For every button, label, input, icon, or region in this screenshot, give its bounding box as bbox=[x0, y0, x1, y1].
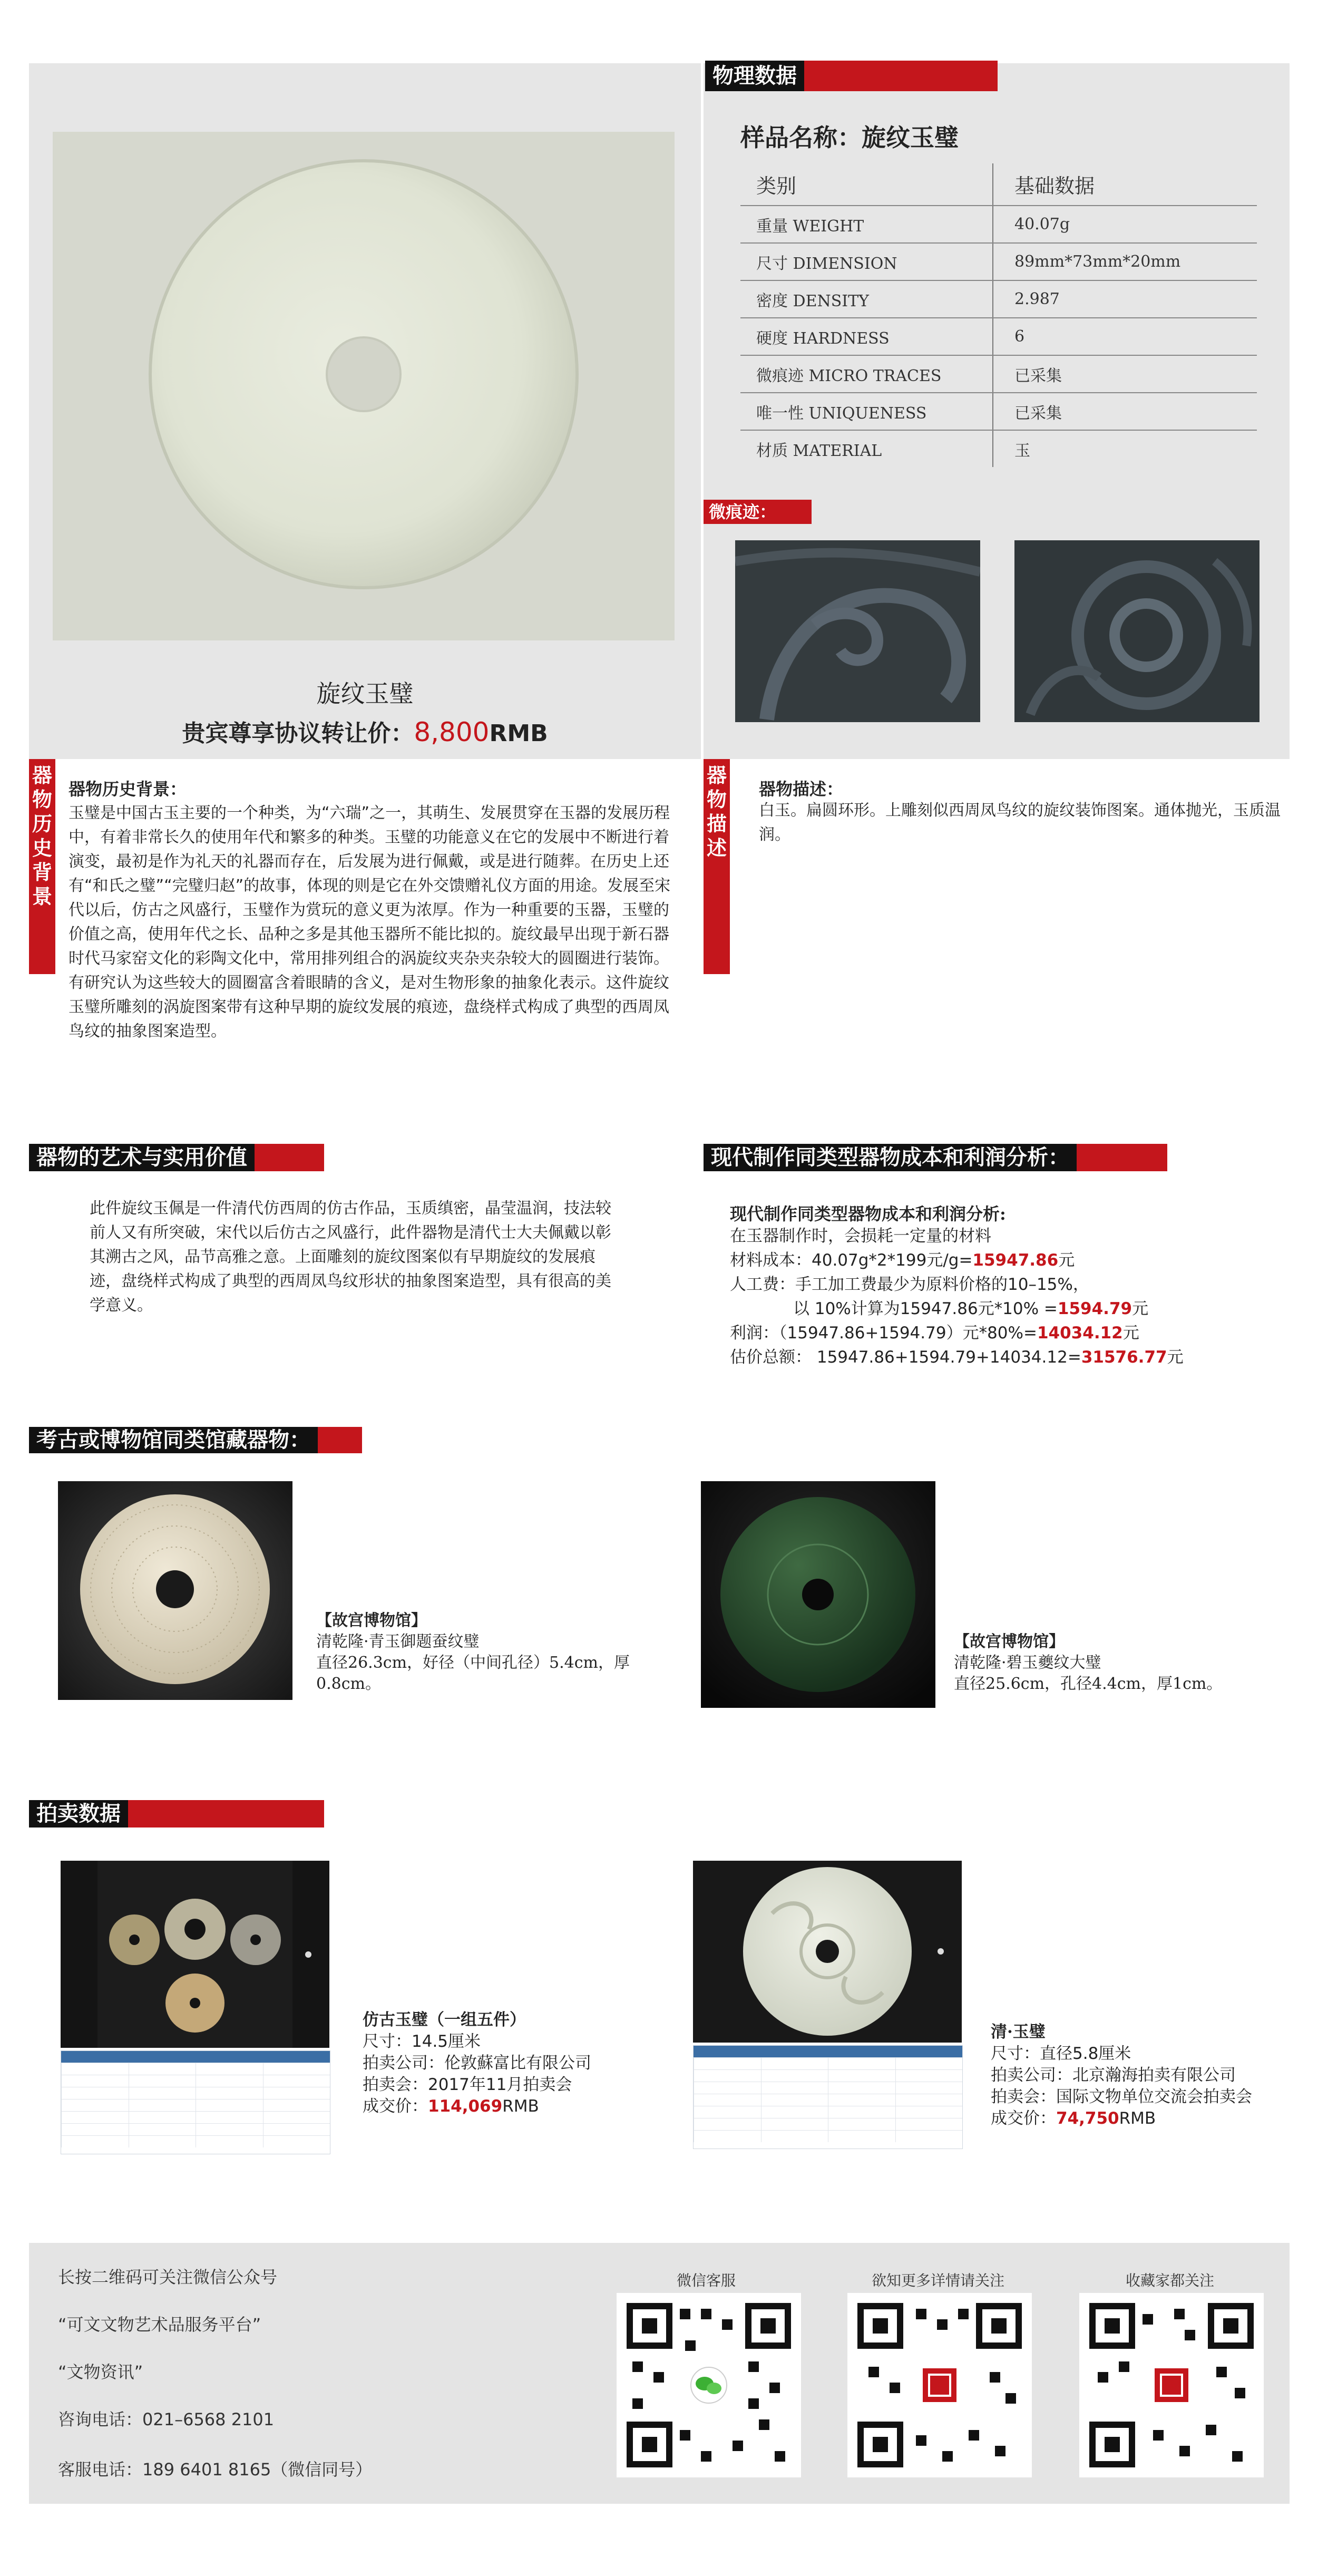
record-row bbox=[61, 2099, 330, 2111]
museum-item-spec: 直径25.6cm，孔径4.4cm，厚1cm。 bbox=[954, 1675, 1223, 1693]
record-row bbox=[61, 2111, 330, 2123]
cost-line-total bbox=[730, 1345, 1184, 1369]
cost-unit: 元 bbox=[1132, 1299, 1149, 1318]
physical-row-value: 2.987 bbox=[993, 280, 1257, 318]
footer-line: “文物资讯” bbox=[58, 2362, 143, 2382]
auction-screenshot-2 bbox=[693, 1861, 962, 2043]
art-tag: 器物的艺术与实用价值 bbox=[29, 1144, 255, 1171]
hero-price-prefix: 贵宾尊享协议转让价： bbox=[182, 720, 414, 747]
cost-profit-label: 利润：（15947.86+1594.79）元*80%= bbox=[730, 1324, 1037, 1343]
physical-row-value: 已采集 bbox=[993, 393, 1257, 430]
hero-jade-photo bbox=[53, 132, 675, 640]
physical-row-label: 密度 DENSITY bbox=[740, 280, 993, 318]
footer-phone: 咨询电话：021–6568 2101 bbox=[58, 2409, 275, 2429]
museum-item-name: 清乾隆·碧玉夔纹大璧 bbox=[954, 1654, 1101, 1672]
qr-label: 欲知更多详情请关注 bbox=[871, 2272, 1004, 2289]
cost-line-material bbox=[730, 1248, 1184, 1272]
physical-row-value: 6 bbox=[993, 318, 1257, 355]
auction-price-value: 114,069 bbox=[428, 2097, 503, 2116]
cost-line-labor: 人工费：手工加工费最少为原料价格的10–15%， bbox=[730, 1275, 1089, 1294]
micro-trace-photo-1 bbox=[735, 540, 980, 722]
hero-item-name: 旋纹玉璧 bbox=[316, 679, 414, 708]
cost-unit: 元 bbox=[1167, 1348, 1184, 1367]
record-header bbox=[694, 2046, 962, 2057]
museum-tag: 考古或博物馆同类馆藏器物： bbox=[29, 1427, 318, 1453]
cost-tag: 现代制作同类型器物成本和利润分析： bbox=[704, 1144, 1077, 1171]
cost-material-value: 15947.86 bbox=[972, 1251, 1059, 1270]
auction-price-value: 74,750 bbox=[1056, 2109, 1119, 2128]
museum-photo-2 bbox=[701, 1481, 935, 1708]
record-row bbox=[694, 2057, 962, 2069]
hero-price-unit: RMB bbox=[489, 720, 548, 747]
auction-item-1 bbox=[363, 2009, 591, 2117]
museum-org: 【故宫博物馆】 bbox=[954, 1632, 1065, 1651]
record-row bbox=[694, 2106, 962, 2118]
footer-line: “可文文物艺术品服务平台” bbox=[58, 2315, 261, 2335]
physical-row-label: 尺寸 DIMENSION bbox=[740, 243, 993, 280]
micro-trace-photo-2 bbox=[1014, 540, 1260, 722]
auction-item-company: 拍卖公司：伦敦蘇富比有限公司 bbox=[363, 2054, 591, 2073]
auction-record-table-1 bbox=[61, 2050, 330, 2154]
auction-price-label: 成交价： bbox=[991, 2109, 1056, 2128]
physical-row-value: 89mm*73mm*20mm bbox=[993, 243, 1257, 280]
physical-row-value: 玉 bbox=[993, 430, 1257, 467]
museum-item-name: 清乾隆·青玉御题蚕纹璧 bbox=[316, 1632, 480, 1651]
sample-name: 样品名称：旋纹玉璧 bbox=[740, 123, 959, 152]
art-body: 此件旋纹玉佩是一件清代仿西周的仿古作品，玉质缜密，晶莹温润，技法较前人又有所突破，宋代以后仿古之风盛行，此件器物是清代士大夫佩戴以彰其溯古之风，品节高雅之意。上面雕刻的旋纹图案似有早期旋纹的发展痕迹，盘绕样式构成了典型的西周凤鸟纹形状的抽象图案造型，具有很高的美学意义。 bbox=[90, 1199, 611, 1315]
record-row bbox=[694, 2069, 962, 2082]
cost-line-loss: 在玉器制作时，会损耗一定量的材料 bbox=[730, 1227, 991, 1246]
qr-label: 收藏家都关注 bbox=[1125, 2272, 1214, 2289]
cost-unit: 元 bbox=[1122, 1324, 1139, 1343]
auction-item-session: 拍卖会：2017年11月拍卖会 bbox=[363, 2075, 572, 2094]
physical-tag: 物理数据 bbox=[705, 61, 804, 91]
physical-header-category: 类别 bbox=[740, 163, 993, 206]
auction-item-size: 尺寸：14.5厘米 bbox=[363, 2032, 481, 2051]
description-body: 白玉。扁圆环形。上雕刻似西周凤鸟纹的旋纹装饰图案。通体抛光，玉质温润。 bbox=[759, 801, 1281, 844]
footer-service-phone: 客服电话：189 6401 8165（微信同号） bbox=[58, 2460, 373, 2480]
auction-price-label: 成交价： bbox=[363, 2097, 428, 2116]
museum-item-spec: 直径26.3cm，好径（中间孔径）5.4cm，厚0.8cm。 bbox=[316, 1654, 630, 1693]
cost-title: 现代制作同类型器物成本和利润分析: bbox=[730, 1204, 1006, 1224]
cost-labor-value: 1594.79 bbox=[1057, 1299, 1132, 1318]
auction-item-session: 拍卖会：国际文物单位交流会拍卖会 bbox=[991, 2087, 1252, 2106]
description-title: 器物描述： bbox=[759, 779, 844, 799]
cost-total-value: 31576.77 bbox=[1081, 1348, 1167, 1367]
auction-item-price bbox=[363, 2096, 591, 2117]
auction-item-title: 清·玉璧 bbox=[991, 2023, 1046, 2042]
qr-code-more-info[interactable] bbox=[847, 2293, 1032, 2477]
physical-row-label: 硬度 HARDNESS bbox=[740, 318, 993, 355]
hero-price-value: 8,800 bbox=[414, 717, 490, 747]
hero-price bbox=[29, 714, 701, 748]
auction-item-2 bbox=[991, 2021, 1252, 2130]
cost-labor-label: 以 10%计算为15947.86元*10% = bbox=[793, 1299, 1058, 1318]
record-row bbox=[694, 2130, 962, 2142]
museum-item-2 bbox=[954, 1631, 1291, 1695]
cost-line-profit bbox=[730, 1321, 1184, 1345]
museum-photo-1 bbox=[58, 1481, 292, 1700]
physical-header-data: 基础数据 bbox=[993, 163, 1257, 206]
auction-tag: 拍卖数据 bbox=[29, 1800, 128, 1827]
physical-row-label: 重量 WEIGHT bbox=[740, 206, 993, 243]
auction-item-company: 拍卖公司：北京瀚海拍卖有限公司 bbox=[991, 2066, 1236, 2085]
auction-price-unit: RMB bbox=[502, 2097, 539, 2116]
footer-line: 长按二维码可关注微信公众号 bbox=[58, 2267, 278, 2287]
qr-code-wechat-service[interactable] bbox=[617, 2293, 801, 2477]
cost-total-label: 估价总额： 15947.86+1594.79+14034.12= bbox=[730, 1348, 1081, 1367]
record-row bbox=[694, 2118, 962, 2130]
physical-table bbox=[740, 163, 1257, 467]
auction-screenshot-1 bbox=[61, 1861, 329, 2048]
physical-row-label: 微痕迹 MICRO TRACES bbox=[740, 355, 993, 393]
physical-row-value: 40.07g bbox=[993, 206, 1257, 243]
cost-material-label: 材料成本：40.07g*2*199元/g= bbox=[730, 1251, 973, 1270]
record-row bbox=[694, 2082, 962, 2094]
cost-line-labor-calc bbox=[730, 1297, 1184, 1321]
auction-item-size: 尺寸：直径5.8厘米 bbox=[991, 2044, 1131, 2063]
micro-tag: 微痕迹： bbox=[709, 502, 777, 522]
cost-unit: 元 bbox=[1058, 1251, 1075, 1270]
auction-item-price bbox=[991, 2108, 1252, 2130]
museum-org: 【故宫博物馆】 bbox=[316, 1611, 427, 1630]
physical-row-value: 已采集 bbox=[993, 355, 1257, 393]
qr-code-collectors[interactable] bbox=[1079, 2293, 1264, 2477]
physical-row-label: 唯一性 UNIQUENESS bbox=[740, 393, 993, 430]
record-header bbox=[61, 2051, 330, 2063]
cost-lines bbox=[730, 1224, 1184, 1369]
auction-item-title: 仿古玉璧（一组五件） bbox=[363, 2010, 526, 2029]
record-row bbox=[61, 2135, 330, 2147]
record-row bbox=[61, 2123, 330, 2135]
auction-price-unit: RMB bbox=[1119, 2109, 1156, 2128]
auction-record-table-2 bbox=[693, 2045, 963, 2149]
history-side-label: 器物历史背景 bbox=[29, 759, 55, 974]
museum-item-1 bbox=[316, 1610, 653, 1695]
history-body: 玉璧是中国古玉主要的一个种类，为“六瑞”之一，其萌生、发展贯穿在玉器的发展历程中，有着非常长久的使用年代和繁多的种类。玉璧的功能意义在它的发展中不断进行着演变，最初是作为礼天的礼器而存在，后发展为进行佩戴，或是进行随葬。在历史上还有“和氏之璧”“完璧归赵”的故事，体现的则是它在外交馈赠礼仪方面的用途。发展至宋代以后，仿古之风盛行，玉璧作为赏玩的意义更为浓厚。作为一种重要的玉器，玉璧的价值之高，使用年代之长、品种之多是其他玉器所不能比拟的。旋纹最早出现于新石器时代马家窑文化的彩陶文化中，常用排列组合的涡旋纹夹杂夹杂较大的圆圈进行装饰。有研究认为这些较大的圆圈富含着眼睛的含义，是对生物形象的抽象化表示。这件旋纹玉璧所雕刻的涡旋图案带有这种早期的旋纹发展的痕迹，盘绕样式构成了典型的西周凤鸟纹的抽象图案造型。 bbox=[69, 804, 671, 1041]
qr-label: 微信客服 bbox=[676, 2272, 736, 2289]
description-side-label: 器物描述 bbox=[704, 759, 730, 974]
physical-row-label: 材质 MATERIAL bbox=[756, 441, 882, 460]
record-row bbox=[61, 2063, 330, 2075]
cost-profit-value: 14034.12 bbox=[1037, 1324, 1123, 1343]
record-row bbox=[694, 2094, 962, 2106]
history-title: 器物历史背景： bbox=[69, 779, 187, 799]
record-row bbox=[61, 2087, 330, 2099]
record-row bbox=[61, 2075, 330, 2087]
